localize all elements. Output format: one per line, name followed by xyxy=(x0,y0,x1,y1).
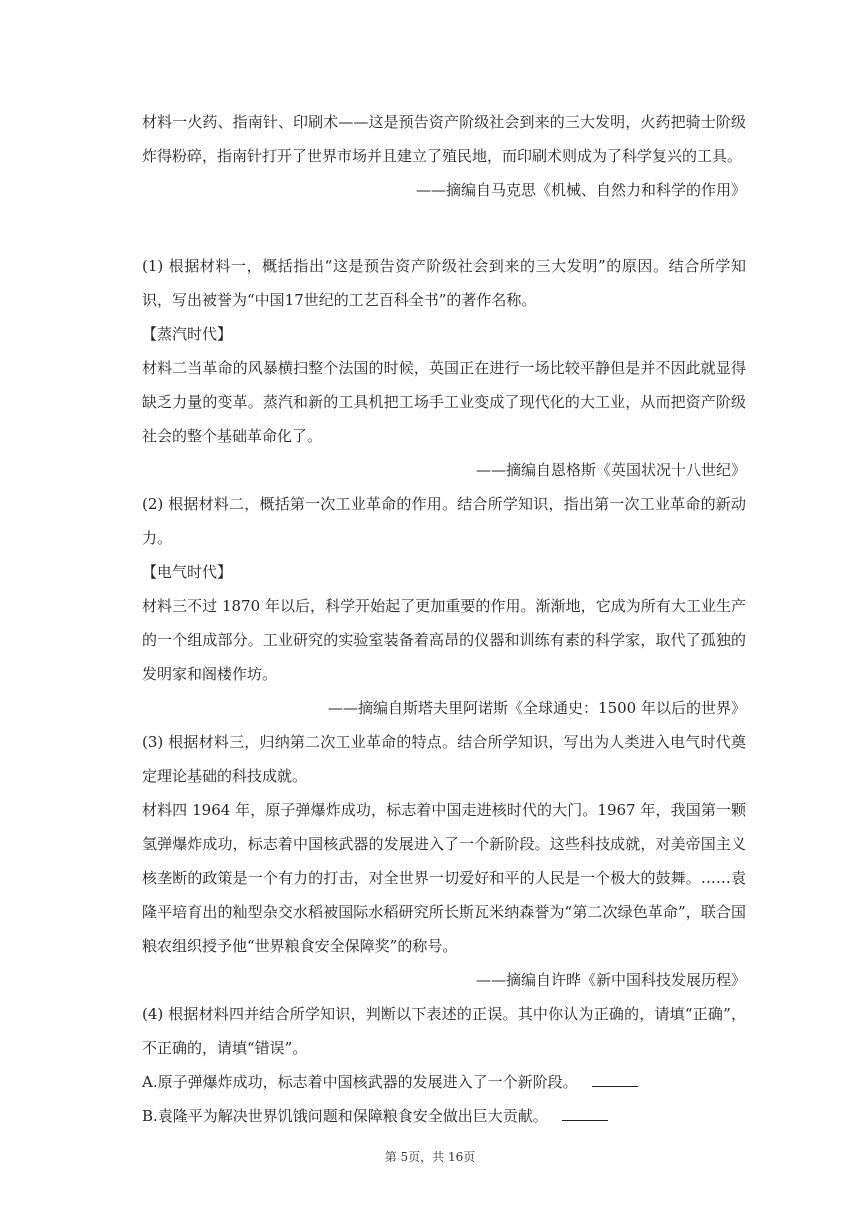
question-3: (3) 根据材料三，归纳第二次工业革命的特点。结合所学知识，写出为人类进入电气时代奠定理论基础的科技成就。 xyxy=(142,733,746,785)
option-b xyxy=(142,1099,746,1133)
question-4: (4) 根据材料四并结合所学知识，判断以下表述的正误。其中你认为正确的，请填“正确”，不正确的，请填“错误”。 xyxy=(142,1005,746,1057)
section-heading-electric: 【电气时代】 xyxy=(142,563,233,581)
spacer xyxy=(142,207,746,249)
question-2: (2) 根据材料二，概括第一次工业革命的作用。结合所学知识，指出第一次工业革命的新动力。 xyxy=(142,495,746,547)
question-1: (1) 根据材料一，概括指出“这是预告资产阶级社会到来的三大发明”的原因。结合所学知识，写出被誉为“中国17世纪的工艺百科全书”的著作名称。 xyxy=(142,257,746,309)
page-footer: 第 5页，共 16页 xyxy=(384,1150,476,1164)
material-2-text: 材料二当革命的风暴横扫整个法国的时候，英国正在进行一场比较平静但是并不因此就显得缺乏力量的变革。蒸汽和新的工具机把工场手工业变成了现代化的大工业，从而把资产阶级社会的整个基础革命化了。 xyxy=(142,359,746,445)
material-4-text: 材料四 1964 年，原子弹爆炸成功，标志着中国走进核时代的大门。1967 年，我国第一颗氢弹爆炸成功，标志着中国核武器的发展进入了一个新阶段。这些科技成就，对美帝国主义核垄断的政策是一个有力的打击，对全世界一切爱好和平的人民是一个极大的鼓舞。……袁隆平培育出的籼型杂交水稻被国际水稻研究所长斯瓦米纳森誉为“第二次绿色革命”，联合国粮农组织授予他“世界粮食安全保障奖”的称号。 xyxy=(142,801,746,955)
option-b-text: B.袁隆平为解决世界饥饿问题和保障粮食安全做出巨大贡献。 xyxy=(142,1107,548,1125)
material-2-source: ——摘编自恩格斯《英国状况十八世纪》 xyxy=(475,461,746,479)
material-1-text: 材料一火药、指南针、印刷术——这是预告资产阶级社会到来的三大发明，火药把骑士阶级炸得粉碎，指南针打开了世界市场并且建立了殖民地，而印刷术则成为了科学复兴的工具。 xyxy=(142,113,746,165)
section-heading-steam: 【蒸汽时代】 xyxy=(142,325,233,343)
material-1-source: ——摘编自马克思《机械、自然力和科学的作用》 xyxy=(415,181,746,199)
option-a-text: A.原子弹爆炸成功，标志着中国核武器的发展进入了一个新阶段。 xyxy=(142,1073,578,1091)
material-4-source: ——摘编自许晔《新中国科技发展历程》 xyxy=(475,971,746,989)
option-a xyxy=(142,1065,746,1099)
answer-blank-a[interactable] xyxy=(592,1072,638,1087)
material-3-source: ——摘编自斯塔夫里阿诺斯《全球通史：1500 年以后的世界》 xyxy=(328,699,746,717)
page-content xyxy=(142,105,746,1133)
material-3-text: 材料三不过 1870 年以后，科学开始起了更加重要的作用。渐渐地，它成为所有大工业生产的一个组成部分。工业研究的实验室装备着高昂的仪器和训练有素的科学家，取代了孤独的发明家和阁楼作坊。 xyxy=(142,597,746,683)
answer-blank-b[interactable] xyxy=(562,1106,608,1121)
